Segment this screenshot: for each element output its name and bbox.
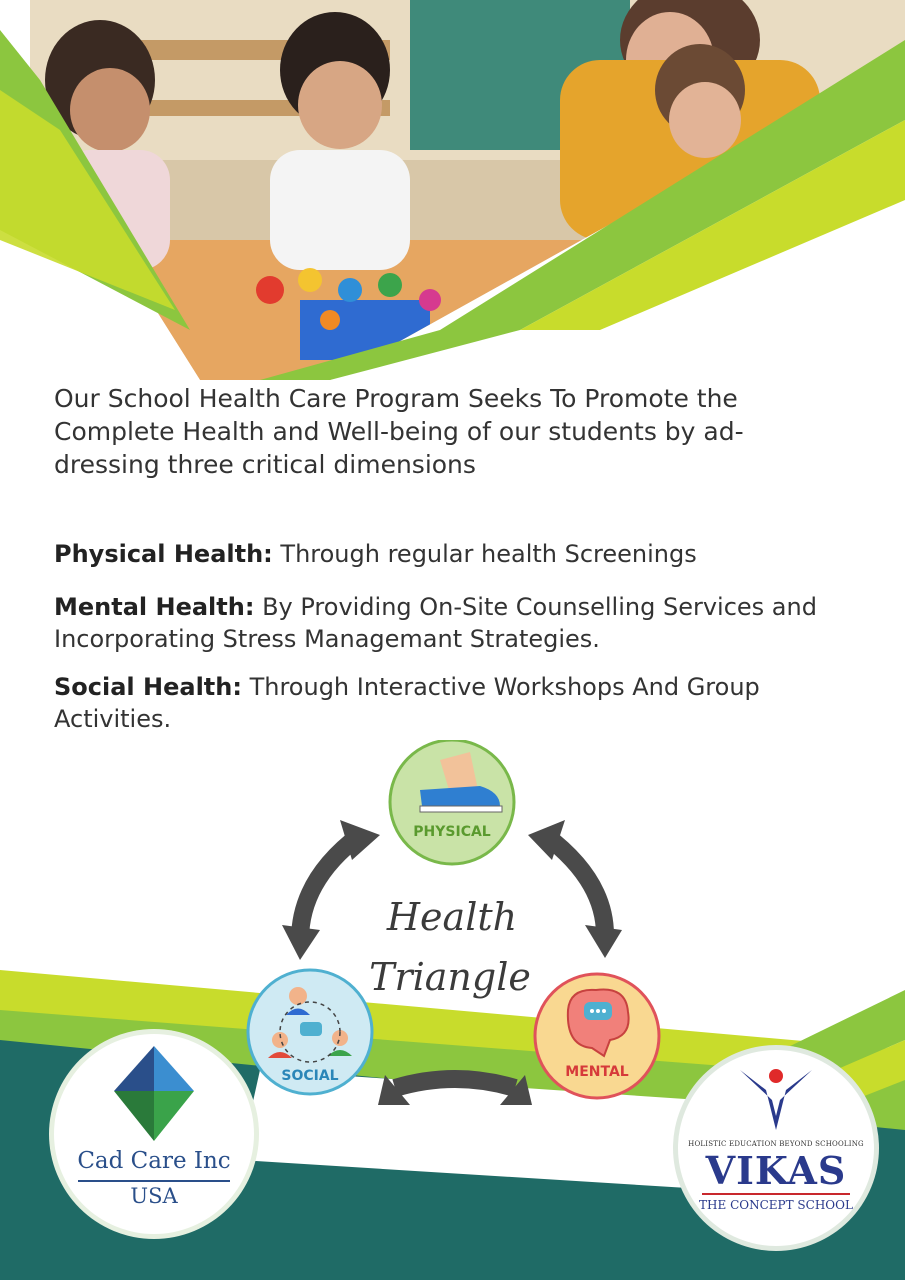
vikas-emblem-icon <box>736 1060 816 1138</box>
mental-label: MENTAL <box>565 1064 629 1080</box>
physical-label: PHYSICAL <box>413 824 491 840</box>
mental-health-label: Mental Health: <box>54 593 255 621</box>
social-node <box>248 970 372 1094</box>
arrow-social-mental <box>378 1075 532 1105</box>
diamond-icon <box>114 1046 194 1146</box>
physical-node <box>390 740 514 864</box>
social-label: SOCIAL <box>281 1068 339 1084</box>
arrow-physical-mental <box>528 820 622 958</box>
mental-health-text: By Providing On-Site Counselling Services and Incorporating Stress Managemant Strategies. <box>54 593 817 653</box>
mental-node <box>535 974 659 1098</box>
cad-care-divider <box>78 1180 230 1182</box>
vikas-subtitle: THE CONCEPT SCHOOL <box>699 1198 853 1212</box>
cad-care-name: Cad Care Inc <box>77 1148 231 1174</box>
vikas-tagline: HOLISTIC EDUCATION BEYOND SCHOOLING <box>688 1140 864 1148</box>
classroom-photo <box>0 0 905 380</box>
diagram-title-line1: Health <box>386 895 518 939</box>
social-health-label: Social Health: <box>54 673 242 701</box>
diagram-title-line2: Triangle <box>369 955 531 999</box>
mental-health-item <box>54 591 844 655</box>
social-health-text: Through Interactive Workshops And Group Activities. <box>54 673 760 733</box>
social-health-item <box>54 671 844 735</box>
physical-health-item <box>54 538 844 570</box>
arrow-physical-social <box>282 820 380 960</box>
cad-care-country: USA <box>130 1184 178 1208</box>
vikas-divider <box>702 1193 850 1195</box>
intro-paragraph: Our School Health Care Program Seeks To Promote the Complete Health and Well-being of our students by ad-dressing three critical dimensions <box>54 384 744 479</box>
vikas-logo <box>678 1050 874 1246</box>
cad-care-logo <box>54 1034 254 1234</box>
physical-health-text: Through regular health Screenings <box>272 540 697 568</box>
physical-health-label: Physical Health: <box>54 540 273 568</box>
vikas-name: VIKAS <box>705 1148 847 1193</box>
